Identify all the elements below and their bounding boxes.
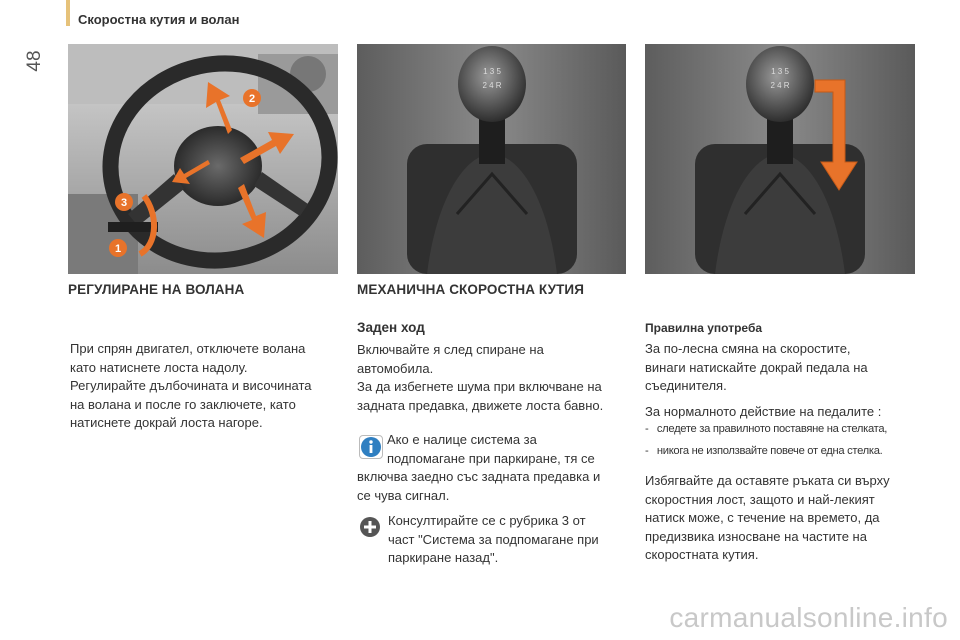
plus-note: Консултирайте се с рубрика 3 от част "Система за подпомагане при паркиране назад". <box>388 513 599 565</box>
chapter-title: Скоростна кутия и волан <box>78 12 240 27</box>
info-note: Ако е налице система за подпомагане при паркиране, тя се включва заедно със задната предавка и се чува сигнал. <box>357 432 601 503</box>
steering-text: При спрян двигател, отключете волана като натиснете лоста надолу. Регулирайте дълбочината и височината на волана и после го заключете, като натиснете докрай лоста нагоре. <box>70 341 312 430</box>
shift-pattern-top: 1 3 5 <box>771 67 789 76</box>
steering-wheel-photo <box>68 44 338 274</box>
steering-wheel-illustration <box>68 44 338 274</box>
callout-2-label: 2 <box>248 93 256 105</box>
gear-knob-illustration-2 <box>645 44 915 274</box>
reverse-subheading: Заден ход <box>357 320 425 335</box>
chapter-marker <box>66 0 70 26</box>
callout-3-label: 3 <box>120 197 128 209</box>
reverse-text: Включвайте я след спиране на автомобила. За да избегнете шума при включване на задната предавка, движете лоста бавно. <box>357 342 604 413</box>
bullet-item: - следете за правилното поставяне на стелката, <box>645 423 888 435</box>
shift-pattern-bottom: 2 4 R <box>482 81 502 90</box>
gear-knob-photo-2 <box>645 44 915 274</box>
plus-icon <box>359 516 381 538</box>
closing-text: Избягвайте да оставяте ръката си върху скоростния лост, защото и най-лекият натиск може, с течение на времето, да предизвика износване на частите на скоростната кутия. <box>645 473 890 562</box>
gear-knob-illustration-1 <box>357 44 626 274</box>
bullet-item: - никога не използвайте повече от една стелка. <box>645 445 883 457</box>
steering-heading: РЕГУЛИРАНЕ НА ВОЛАНА <box>68 282 245 297</box>
gear-knob-photo-1 <box>357 44 626 274</box>
watermark: carmanualsonline.info <box>669 602 948 633</box>
proper-use-subheading: Правилна употреба <box>645 321 763 335</box>
proper-use-text: За по-лесна смяна на скоростите, винаги натискайте докрай педала на съединителя. <box>645 341 868 393</box>
page-number: 48 <box>24 50 45 72</box>
pedal-intro: За нормалното действие на педалите : <box>645 404 882 419</box>
callout-1-label: 1 <box>114 243 122 255</box>
shift-pattern-top: 1 3 5 <box>483 67 501 76</box>
gearbox-heading: МЕХАНИЧНА СКОРОСТНА КУТИЯ <box>357 282 585 297</box>
shift-pattern-bottom: 2 4 R <box>770 81 790 90</box>
